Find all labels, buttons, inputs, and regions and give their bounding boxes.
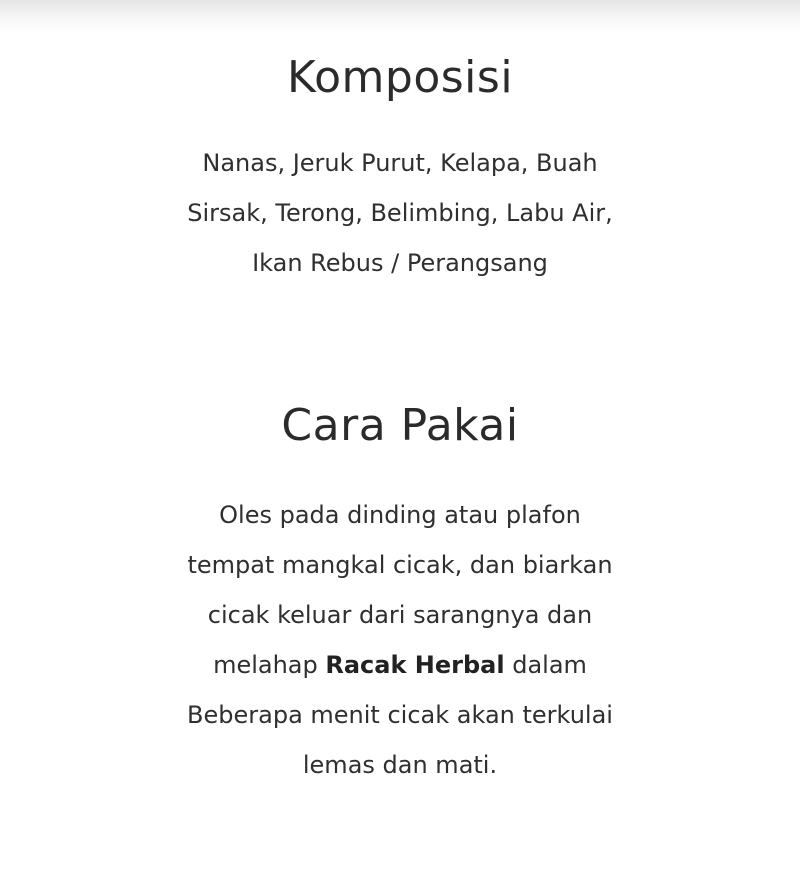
composition-section — [0, 50, 800, 288]
usage-heading: Cara Pakai — [281, 400, 519, 451]
composition-text: Nanas, Jeruk Purut, Kelapa, Buah Sirsak, Terong, Belimbing, Labu Air, Ikan Rebus / Perangsang — [187, 149, 613, 277]
usage-text-intro: Oles pada dinding atau plafon tempat mangkal cicak, dan biarkan cicak keluar dari sarangnya dan melahap — [187, 501, 613, 679]
usage-text-outro: dalam Beberapa menit cicak akan terkulai lemas dan mati. — [187, 651, 613, 779]
usage-section — [0, 398, 800, 790]
usage-text — [180, 490, 620, 790]
header-shadow — [0, 0, 800, 34]
product-name: Racak Herbal — [325, 651, 505, 679]
composition-heading: Komposisi — [286, 52, 514, 103]
